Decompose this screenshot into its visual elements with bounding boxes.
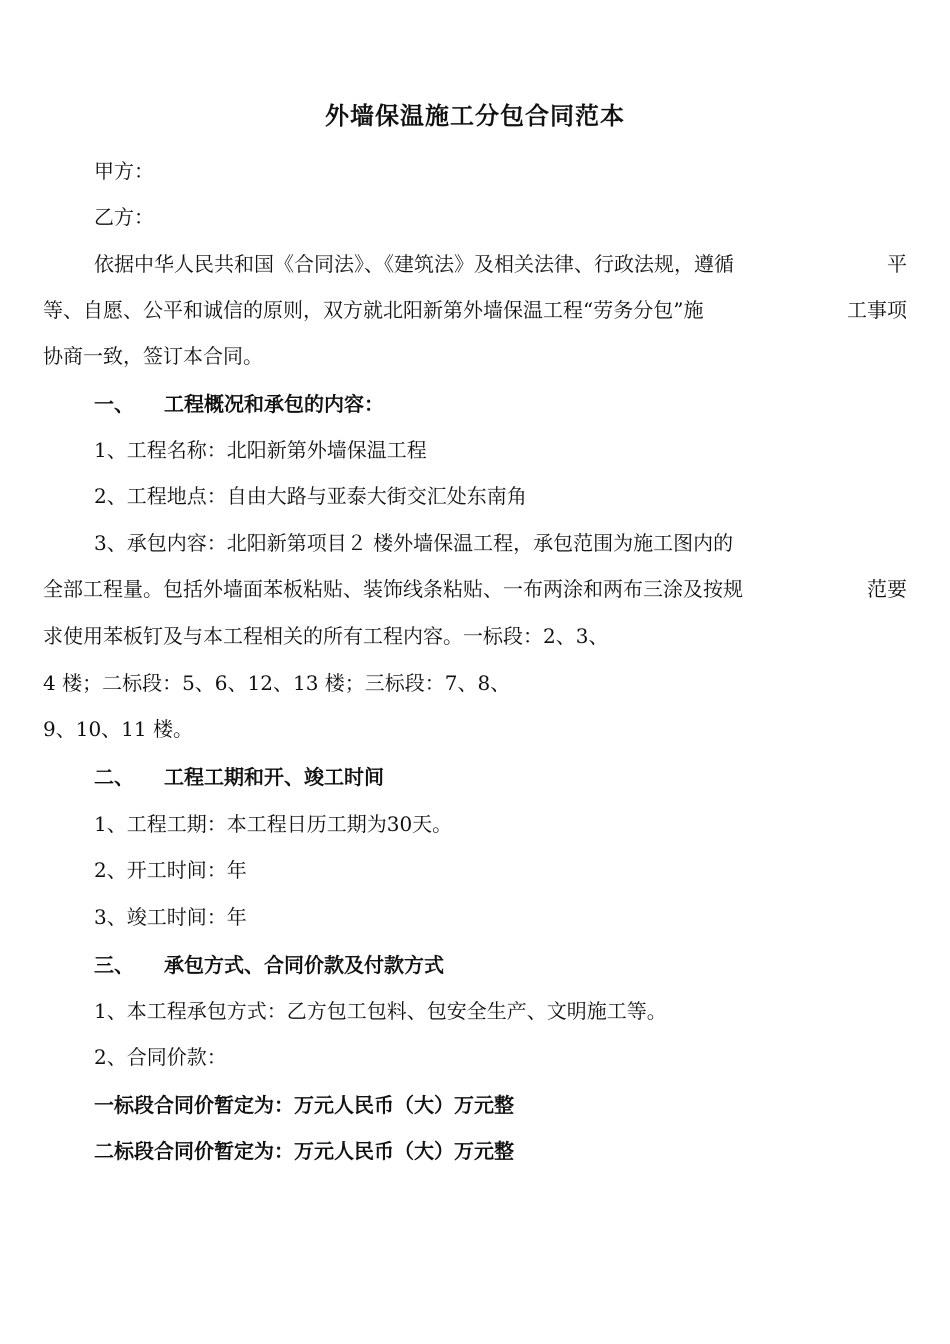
section-2-item-3: 3、竣工时间：年 — [94, 905, 247, 929]
section-1-item-3-line-5: 9、10、11 楼。 — [43, 717, 193, 741]
document-title: 外墙保温施工分包合同范本 — [325, 102, 625, 130]
section-1-item-3-line-2-left: 全部工程量。包括外墙面苯板粘贴、装饰线条粘贴、一布两涂和两布三涂及按规 — [43, 577, 743, 601]
party-a-line: 甲方： — [94, 159, 154, 183]
section-2-number: 二、 — [94, 765, 134, 789]
section-2-title: 工程工期和开、竣工时间 — [164, 765, 384, 789]
section-1-item-3-line-3: 求使用苯板钉及与本工程相关的所有工程内容。一标段：2、3、 — [43, 624, 609, 648]
section-3-number: 三、 — [94, 953, 134, 977]
preamble-line-1-right: 平 — [887, 252, 907, 276]
section-2-item-1: 1、工程工期：本工程日历工期为30天。 — [94, 812, 453, 836]
section-3-item-1: 1、本工程承包方式：乙方包工包料、包安全生产、文明施工等。 — [94, 999, 667, 1023]
section-1-heading — [94, 390, 384, 418]
party-b-line: 乙方： — [94, 205, 154, 229]
section-3-price-1: 一标段合同价暂定为：万元人民币（大）万元整 — [94, 1093, 514, 1117]
section-3-heading — [94, 951, 444, 979]
section-1-number: 一、 — [94, 392, 134, 416]
section-1-item-3-line-4: 4 楼；二标段：5、6、12、13 楼；三标段：7、8、 — [43, 671, 511, 695]
section-3-price-2: 二标段合同价暂定为：万元人民币（大）万元整 — [94, 1139, 514, 1163]
preamble-line-1-left: 依据中华人民共和国《合同法》、《建筑法》及相关法律、行政法规，遵循 — [94, 252, 734, 276]
section-1-item-3-line-1: 3、承包内容：北阳新第项目２ 楼外墙保温工程，承包范围为施工图内的 — [94, 531, 734, 555]
preamble-line-1 — [94, 250, 907, 278]
section-1-item-1: 1、工程名称：北阳新第外墙保温工程 — [94, 438, 427, 462]
section-1-title: 工程概况和承包的内容： — [164, 392, 384, 416]
preamble-line-3: 协商一致，签订本合同。 — [43, 344, 263, 368]
section-3-title: 承包方式、合同价款及付款方式 — [164, 953, 444, 977]
section-2-heading — [94, 763, 384, 791]
section-3-item-2: 2、合同价款： — [94, 1045, 227, 1069]
preamble-line-2 — [43, 296, 907, 324]
section-1-item-3-line-2 — [43, 575, 907, 603]
preamble-line-2-left: 等、自愿、公平和诚信的原则，双方就北阳新第外墙保温工程“劳务分包”施 — [43, 298, 704, 322]
section-1-item-3-line-2-right: 范要 — [867, 577, 907, 601]
preamble-line-2-right: 工事项 — [847, 298, 907, 322]
section-2-item-2: 2、开工时间：年 — [94, 858, 247, 882]
section-1-item-2: 2、工程地点：自由大路与亚泰大街交汇处东南角 — [94, 484, 527, 508]
